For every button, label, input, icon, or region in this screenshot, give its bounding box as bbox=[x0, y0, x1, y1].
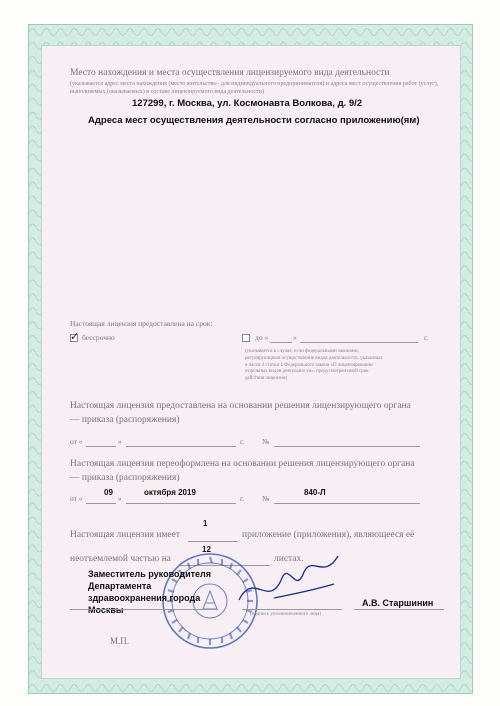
until-mid: » bbox=[293, 333, 297, 342]
reissue-number: 840-Л bbox=[304, 488, 326, 497]
appendix-line-2b: листах. bbox=[274, 554, 304, 564]
basis-line-1: Настоящая лицензия предоставлена на основании решения лицензирующего органа bbox=[70, 401, 411, 411]
term-label: Настоящая лицензия предоставлена на срок: bbox=[70, 319, 213, 328]
signatory-name: А.В. Старшинин bbox=[362, 598, 434, 608]
reissue-line-1: Настоящая лицензия переоформлена на основании решения лицензирующего органа bbox=[70, 459, 415, 469]
appendix-sheets: 12 bbox=[202, 545, 211, 554]
reissue-month-line bbox=[126, 503, 236, 504]
until-prefix: до « bbox=[255, 333, 269, 342]
reissue-month-year: октября 2019 bbox=[144, 488, 196, 497]
name-line bbox=[354, 609, 444, 610]
position-line-4: Москвы bbox=[88, 605, 124, 615]
basis-number-sign: № bbox=[262, 437, 270, 446]
appendix-count-line bbox=[188, 541, 238, 542]
basis-from: от « bbox=[70, 437, 83, 446]
appendix-line-1a: Настоящая лицензия имеет bbox=[70, 530, 181, 540]
basis-day-line bbox=[86, 446, 116, 447]
place-label: Место нахождения и места осуществления лицензируемого вида деятельности bbox=[70, 68, 390, 78]
sign-line bbox=[242, 609, 342, 610]
sign-note: (подпись уполномоченного лица) bbox=[250, 612, 322, 617]
reissue-from: от « bbox=[70, 494, 83, 503]
reissue-day-line bbox=[86, 503, 116, 504]
basis-number-line bbox=[274, 446, 420, 447]
basis-year: г. bbox=[240, 437, 245, 446]
reissue-day: 09 bbox=[104, 488, 113, 497]
basis-month-line bbox=[126, 446, 236, 447]
reissue-year: г. bbox=[240, 494, 245, 503]
term-note: (указывается в случае, если федеральными законами, регулирующими осуществление видов деятельности, указанных в части 4 статьи 1 Федерального закона «О лицензировании отдельных видов деятельности», предусмотрен иной срок действия лицензии) bbox=[245, 349, 383, 381]
reissue-mid: » bbox=[118, 494, 122, 503]
position-line-1: Заместитель руководителя bbox=[88, 569, 211, 579]
activity-places-text: Адреса мест осуществления деятельности согласно приложению(ям) bbox=[88, 115, 420, 126]
basis-mid: » bbox=[118, 437, 122, 446]
position-line-3: здравоохранения города bbox=[88, 593, 201, 603]
unlimited-label: бессрочно bbox=[82, 333, 115, 342]
until-checkbox[interactable] bbox=[242, 334, 250, 342]
place-note: (указывается адрес места нахождения (место жительства - для индивидуального предпринимателя) и адреса мест осуществления работ (услуг), выполняемых (оказываемых) в составе лицензируемого вида деятельности) bbox=[70, 81, 439, 96]
appendix-line-1b: приложение (приложения), являющееся её bbox=[242, 530, 415, 540]
until-year: г. bbox=[424, 333, 429, 342]
reissue-number-sign: № bbox=[262, 494, 270, 503]
until-day-line bbox=[270, 342, 292, 343]
until-month-line bbox=[300, 342, 418, 343]
reissue-line-2: — приказа (распоряжения) bbox=[70, 473, 180, 483]
reissue-number-line bbox=[274, 503, 420, 504]
seal-place-label: М.П. bbox=[110, 636, 130, 646]
appendix-line-2a: неотъемлемой частью на bbox=[70, 554, 171, 564]
appendix-count: 1 bbox=[203, 519, 208, 528]
basis-line-2: — приказа (распоряжения) bbox=[70, 415, 180, 425]
license-form-sheet bbox=[28, 24, 473, 694]
checkmark-icon: ✓ bbox=[70, 330, 80, 343]
position-line bbox=[70, 609, 218, 610]
address-text: 127299, г. Москва, ул. Космонавта Волкова, д. 9/2 bbox=[132, 98, 363, 109]
position-line-2: Департамента bbox=[88, 581, 152, 591]
form-body bbox=[41, 45, 461, 679]
